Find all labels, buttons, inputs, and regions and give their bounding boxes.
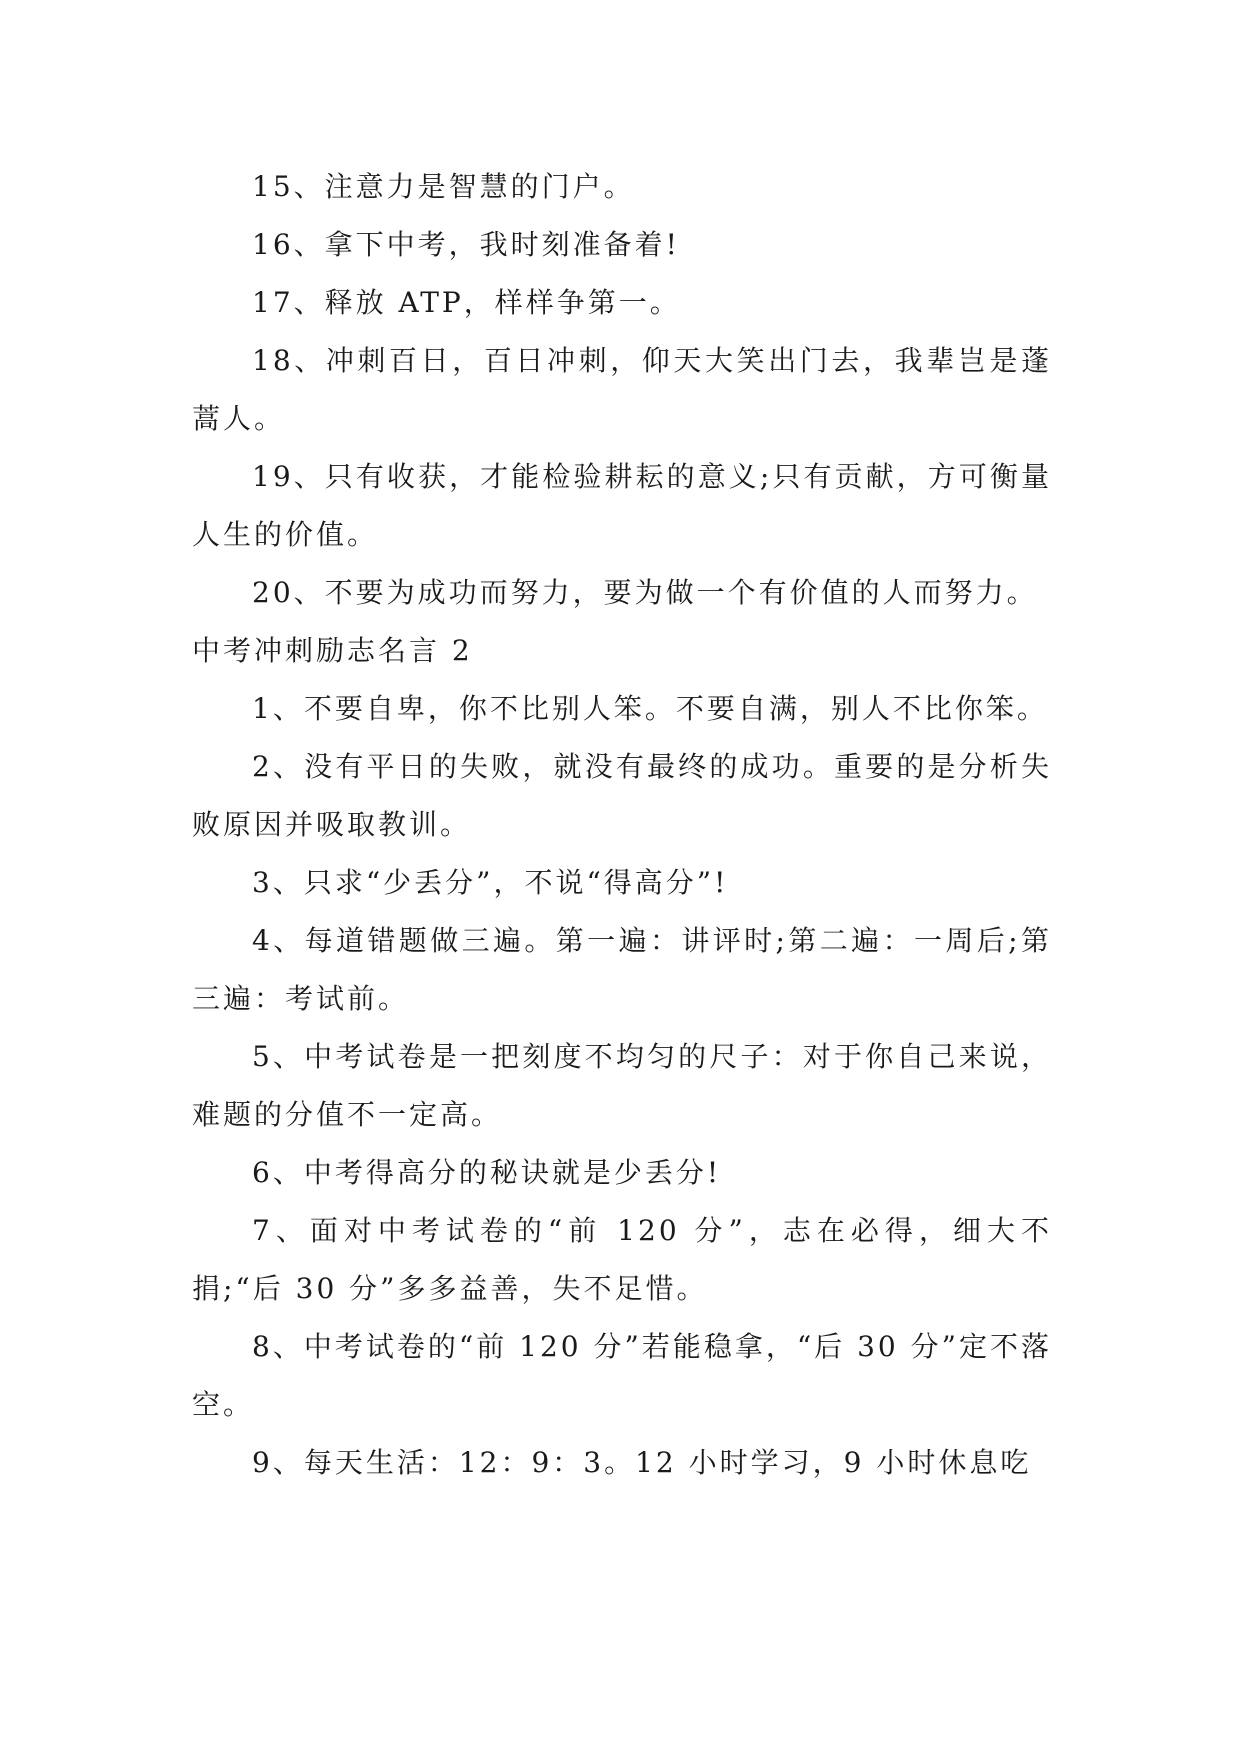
quote-2: 2、没有平日的失败，就没有最终的成功。重要的是分析失败原因并吸取教训。: [192, 750, 1052, 841]
quote-17: 17、释放 ATP，样样争第一。: [252, 286, 681, 319]
quote-15: 15、注意力是智慧的门户。: [252, 170, 635, 203]
quote-8: 8、中考试卷的“前 120 分”若能稳拿，“后 30 分”定不落空。: [192, 1330, 1052, 1421]
quote-19: 19、只有收获，才能检验耕耘的意义;只有贡献，方可衡量人生的价值。: [192, 460, 1052, 551]
quote-20: 20、不要为成功而努力，要为做一个有价值的人而努力。: [252, 576, 1038, 609]
quote-5: 5、中考试卷是一把刻度不均匀的尺子：对于你自己来说，难题的分值不一定高。: [192, 1040, 1052, 1131]
quote-9: 9、每天生活：12：9：3。12 小时学习，9 小时休息吃: [252, 1446, 1032, 1479]
section-heading: 中考冲刺励志名言 2: [192, 634, 473, 667]
quote-3: 3、只求“少丢分”，不说“得高分”!: [252, 866, 729, 899]
quote-18: 18、冲刺百日，百日冲刺，仰天大笑出门去，我辈岂是蓬蒿人。: [192, 344, 1052, 435]
quote-1: 1、不要自卑，你不比别人笨。不要自满，别人不比你笨。: [252, 692, 1048, 725]
document-body: [192, 158, 1052, 1492]
quote-7: 7、面对中考试卷的“前 120 分”，志在必得，细大不捐;“后 30 分”多多益善，失不足惜。: [192, 1214, 1052, 1305]
quote-6: 6、中考得高分的秘诀就是少丢分!: [252, 1156, 722, 1189]
quote-16: 16、拿下中考，我时刻准备着!: [252, 228, 680, 261]
quote-4: 4、每道错题做三遍。第一遍：讲评时;第二遍：一周后;第三遍：考试前。: [192, 924, 1052, 1015]
